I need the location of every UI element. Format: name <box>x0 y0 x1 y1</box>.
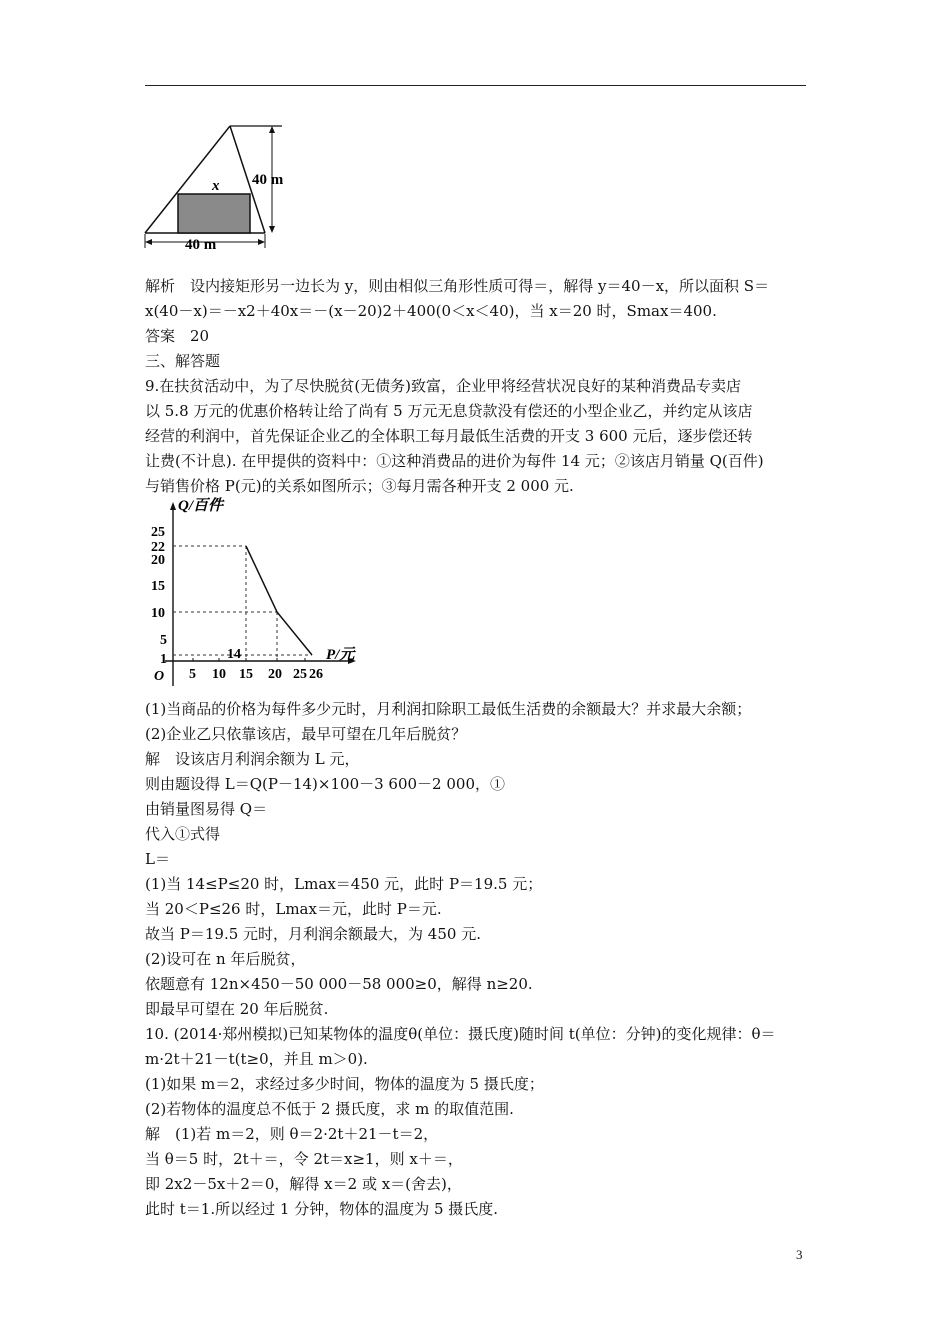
text-line: 当 20＜P≤26 时，Lmax＝元，此时 P＝元. <box>145 900 442 918</box>
text-line: 10. (2014·郑州模拟)已知某物体的温度θ(单位：摄氏度)随时间 t(单位：分钟)的变化规律：θ＝ <box>145 1025 776 1043</box>
point-label-14: 14 <box>227 647 241 662</box>
page-number: 3 <box>796 1247 803 1262</box>
inscribed-rectangle <box>178 194 250 233</box>
y-tick-22: 22 <box>151 540 165 555</box>
text-line: 以 5.8 万元的优惠价格转让给了尚有 5 万元无息贷款没有偿还的小型企业乙，并约定从该店 <box>145 402 753 420</box>
text-line: 即最早可望在 20 年后脱贫. <box>145 1000 329 1018</box>
header-rule <box>145 85 806 86</box>
text-line: 答案 20 <box>145 327 210 345</box>
text-line: 依题意有 12n×450－50 000－58 000≥0，解得 n≥20. <box>145 975 533 993</box>
text-line: m·2t＋21－t(t≥0，并且 m＞0). <box>145 1050 368 1068</box>
text-line: (1)如果 m＝2，求经过多少时间，物体的温度为 5 摄氏度； <box>145 1075 544 1093</box>
text-line: (1)当 14≤P≤20 时，Lmax＝450 元，此时 P＝19.5 元； <box>145 875 543 893</box>
text-line: (2)设可在 n 年后脱贫， <box>145 950 306 968</box>
text-line: 代入①式得 <box>145 825 221 843</box>
y-tick-25: 25 <box>151 525 165 540</box>
text-line: 则由题设得 L＝Q(P－14)×100－3 600－2 000，① <box>145 775 505 793</box>
x-tick-15: 15 <box>239 667 253 682</box>
demand-line <box>246 546 312 655</box>
text-line: 9.在扶贫活动中，为了尽快脱贫(无债务)致富，企业甲将经营状况良好的某种消费品专卖店 <box>145 377 742 395</box>
x-tick-26: 26 <box>309 667 323 682</box>
x-tick-20: 20 <box>268 667 282 682</box>
y-tick-10: 10 <box>151 606 165 621</box>
y-tick-20: 20 <box>151 553 165 568</box>
triangle-rectangle-figure <box>140 118 310 258</box>
text-line: 当 θ＝5 时，2t＋＝，令 2t＝x≥1，则 x＋＝， <box>145 1150 463 1168</box>
text-line: 此时 t＝1.所以经过 1 分钟，物体的温度为 5 摄氏度. <box>145 1200 499 1218</box>
rect-side-label: x <box>212 178 220 194</box>
text-line: 解 设该店月利润余额为 L 元， <box>145 750 360 768</box>
y-tick-15: 15 <box>151 579 165 594</box>
x-tick-10: 10 <box>212 667 226 682</box>
text-line: 故当 P＝19.5 元时，月利润余额最大，为 450 元. <box>145 925 481 943</box>
text-line: 解析 设内接矩形另一边长为 y，则由相似三角形性质可得＝，解得 y＝40－x，所以面积 S＝ <box>145 277 770 295</box>
y-axis-label: Q/百件 <box>178 498 224 514</box>
origin-label: O <box>154 669 165 684</box>
x-tick-25: 25 <box>293 667 307 682</box>
text-line: 即 2x2－5x＋2＝0，解得 x＝2 或 x＝(舍去)， <box>145 1175 462 1193</box>
x-tick-5: 5 <box>189 667 196 682</box>
text-line: 让费(不计息). 在甲提供的资料中：①这种消费品的进价为每件 14 元；②该店月销量 Q(百件) <box>145 452 764 470</box>
text-line: (2)企业乙只依靠该店，最早可望在几年后脱贫？ <box>145 725 467 743</box>
text-line: (2)若物体的温度总不低于 2 摄氏度，求 m 的取值范围. <box>145 1100 514 1118</box>
height-label: 40 m <box>252 172 284 188</box>
text-line: 经营的利润中，首先保证企业乙的全体职工每月最低生活费的开支 3 600 元后，逐步偿还转 <box>145 427 753 445</box>
text-line: 与销售价格 P(元)的关系如图所示；③每月需各种开支 2 000 元. <box>145 477 574 495</box>
text-line: 解 (1)若 m＝2，则 θ＝2·2t＋21－t＝2， <box>145 1125 439 1143</box>
text-line: (1)当商品的价格为每件多少元时，月利润扣除职工最低生活费的余额最大？并求最大余额； <box>145 700 752 718</box>
x-axis-label: P/元 <box>326 647 355 663</box>
y-tick-5: 5 <box>160 633 167 648</box>
base-label: 40 m <box>185 237 217 253</box>
sales-price-graph <box>140 496 365 692</box>
text-line: x(40－x)＝－x2＋40x＝－(x－20)2＋400(0＜x＜40)，当 x＝20 时，Smax＝400. <box>145 302 717 320</box>
text-line: 由销量图易得 Q＝ <box>145 800 268 818</box>
y-tick-1: 1 <box>160 652 167 667</box>
section-heading: 三、解答题 <box>145 352 221 370</box>
text-line: L＝ <box>145 850 170 868</box>
